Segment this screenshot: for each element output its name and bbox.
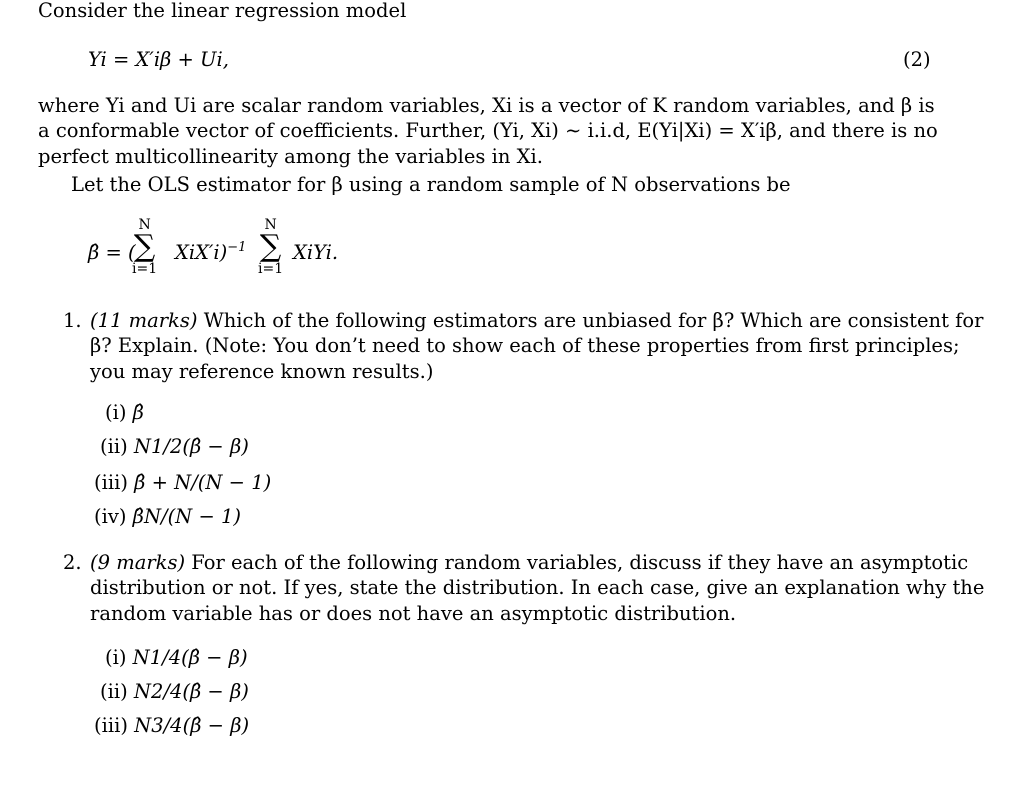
question-2-marks: (9 marks) [90,551,186,574]
q1-item-iv: (iv) β̂N/(N − 1) [94,505,241,528]
question-2-line-1: For each of the following random variables, discuss if they have an asymptotic [191,551,969,574]
question-1-marks: (11 marks) [90,309,198,332]
q1-item-iii: (iii) β̂ + N/(N − 1) [94,471,272,494]
sum-upper-1: N [138,217,151,233]
question-2-line-2: distribution or not. If yes, state the distribution. In each case, give an explanation why the [90,576,985,600]
q2-item-iii: (iii) N3/4(β̂ − β) [94,714,250,737]
sum-symbol-1: N ∑ i=1 [132,217,158,277]
sum-upper-2: N [264,217,277,233]
equation-model: Yi = X′iβ + Ui, [88,48,229,71]
sum-lower-2: i=1 [258,261,284,277]
q2-item-i: (i) N1/4(β̂ − β) [105,646,248,669]
sum-lower-1: i=1 [132,261,158,277]
ols-lhs: β̂ = ( [88,241,136,264]
assumptions-line-3: perfect multicollinearity among the variables in Xi. [38,144,543,168]
ols-intro-text: Let the OLS estimator for β using a random sample of N observations be [71,173,791,196]
q2-item-ii: (ii) N2/4(β̂ − β) [100,680,249,703]
ols-term-2: XiYi. [293,241,339,264]
inverse-exponent: −1 [227,240,247,255]
sum-symbol-2: N ∑ i=1 [258,217,284,277]
assumptions-paragraph [38,93,938,169]
q1-item-i: (i) β̂ [105,401,144,424]
question-1-line-1: Which of the following estimators are unbiased for β? Which are consistent for [203,309,984,332]
assumptions-line-2: a conformable vector of coefficients. Further, (Yi, Xi) ∼ i.i.d, E(Yi|Xi) = X′iβ, and there is no [38,119,938,143]
question-2-line-3: random variable has or does not have an asymptotic distribution. [90,601,737,625]
question-2-number: 2. [63,551,82,574]
question-1-text [90,308,984,384]
assumptions-line-1: where Yi and Ui are scalar random variables, Xi is a vector of K random variables, and β is [38,94,935,117]
equation-number: (2) [903,48,931,71]
q1-item-ii: (ii) N1/2(β̂ − β) [100,435,249,458]
question-1-number: 1. [63,309,82,332]
question-1-line-2: β? Explain. (Note: You don’t need to show each of these properties from first principles; [90,334,960,358]
ols-term-1: XiX′i)$^{-1}$ [175,240,247,264]
question-1-line-3: you may reference known results.) [90,359,434,383]
intro-text: Consider the linear regression model [38,0,407,22]
question-2-text [90,550,985,626]
